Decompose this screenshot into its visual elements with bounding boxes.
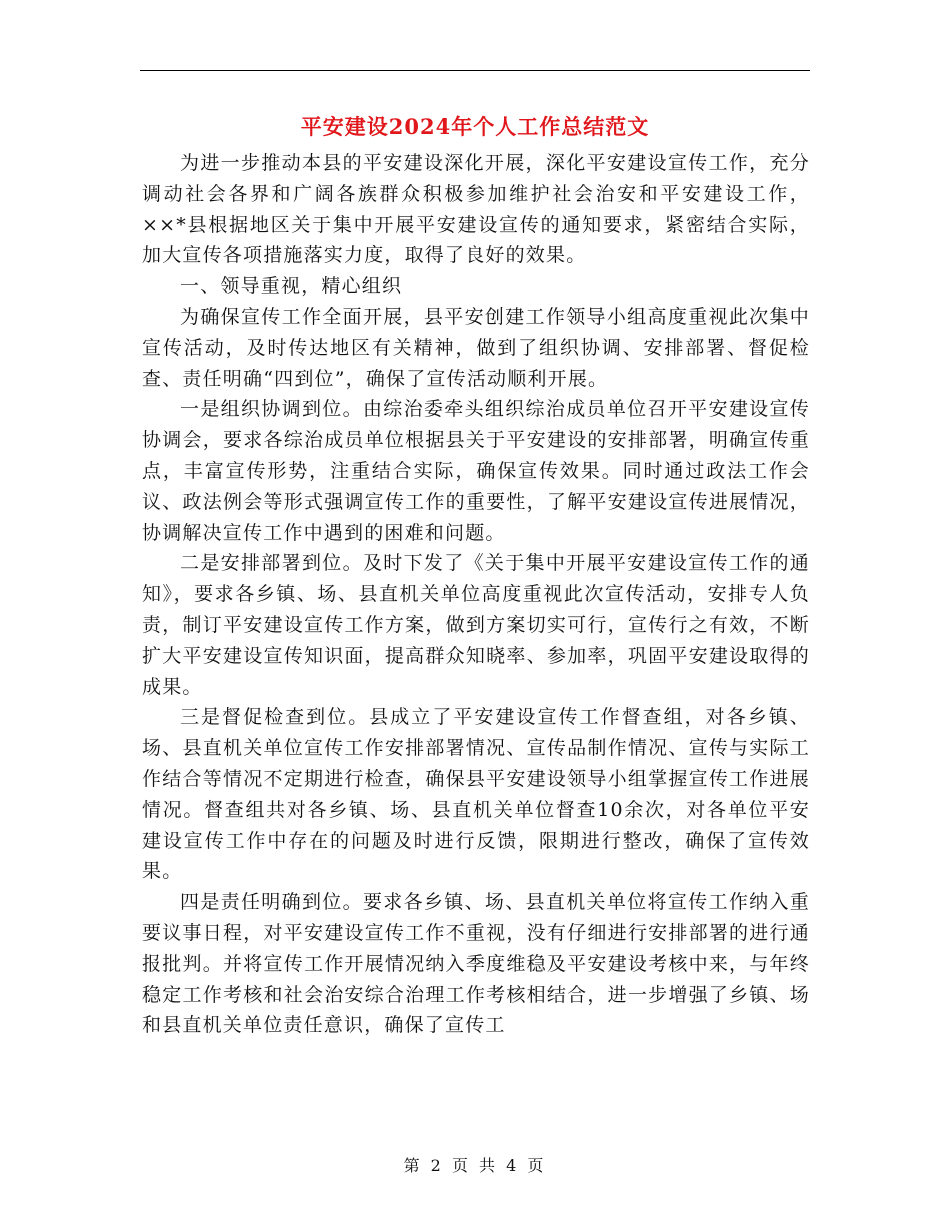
paragraph: 三是督促检查到位。县成立了平安建设宣传工作督查组，对各乡镇、场、县直机关单位宣传工作安排部署情况、宣传品制作情况、宣传与实际工作结合等情况不定期进行检查，确保县平安建设领导小组掌握宣传工作进展情况。督查组共对各乡镇、场、县直机关单位督查10余次，对各单位平安建设宣传工作中存在的问题及时进行反馈，限期进行整改，确保了宣传效果。 xyxy=(142,706,810,883)
paragraph: 二是安排部署到位。及时下发了《关于集中开展平安建设宣传工作的通知》，要求各乡镇、场、县直机关单位高度重视此次宣传活动，安排专人负责，制订平安建设宣传工作方案，做到方案切实可行，宣传行之有效，不断扩大平安建设宣传知识面，提高群众知晓率、参加率，巩固平安建设取得的成果。 xyxy=(142,552,810,698)
paragraph: 一是组织协调到位。由综治委牵头组织综治成员单位召开平安建设宣传协调会，要求各综治成员单位根据县关于平安建设的安排部署，明确宣传重点，丰富宣传形势，注重结合实际，确保宣传效果。同时通过政法工作会议、政法例会等形式强调宣传工作的重要性，了解平安建设宣传进展情况，协调解决宣传工作中遇到的困难和问题。 xyxy=(142,398,810,544)
document-title: 平安建设2024年个人工作总结范文 xyxy=(300,114,650,139)
page-number: 第 2 页 共 4 页 xyxy=(403,1156,547,1175)
document-body xyxy=(142,148,810,1041)
paragraph: 为确保宣传工作全面开展，县平安创建工作领导小组高度重视此次集中宣传活动，及时传达地区有关精神，做到了组织协调、安排部署、督促检查、责任明确“四到位”，确保了宣传活动顺利开展。 xyxy=(142,305,810,390)
paragraph-intro: 为进一步推动本县的平安建设深化开展，深化平安建设宣传工作，充分调动社会各界和广阔各族群众积极参加维护社会治安和平安建设工作，××*县根据地区关于集中开展平安建设宣传的通知要求，紧密结合实际，加大宣传各项措施落实力度，取得了良好的效果。 xyxy=(142,152,810,267)
header-rule xyxy=(140,70,810,71)
section-heading: 一、领导重视，精心组织 xyxy=(180,275,403,298)
paragraph: 四是责任明确到位。要求各乡镇、场、县直机关单位将宣传工作纳入重要议事日程，对平安建设宣传工作不重视，没有仔细进行安排部署的进行通报批判。并将宣传工作开展情况纳入季度维稳及平安建设考核中来，与年终稳定工作考核和社会治安综合治理工作考核相结合，进一步增强了乡镇、场和县直机关单位责任意识，确保了宣传工 xyxy=(142,891,810,1037)
